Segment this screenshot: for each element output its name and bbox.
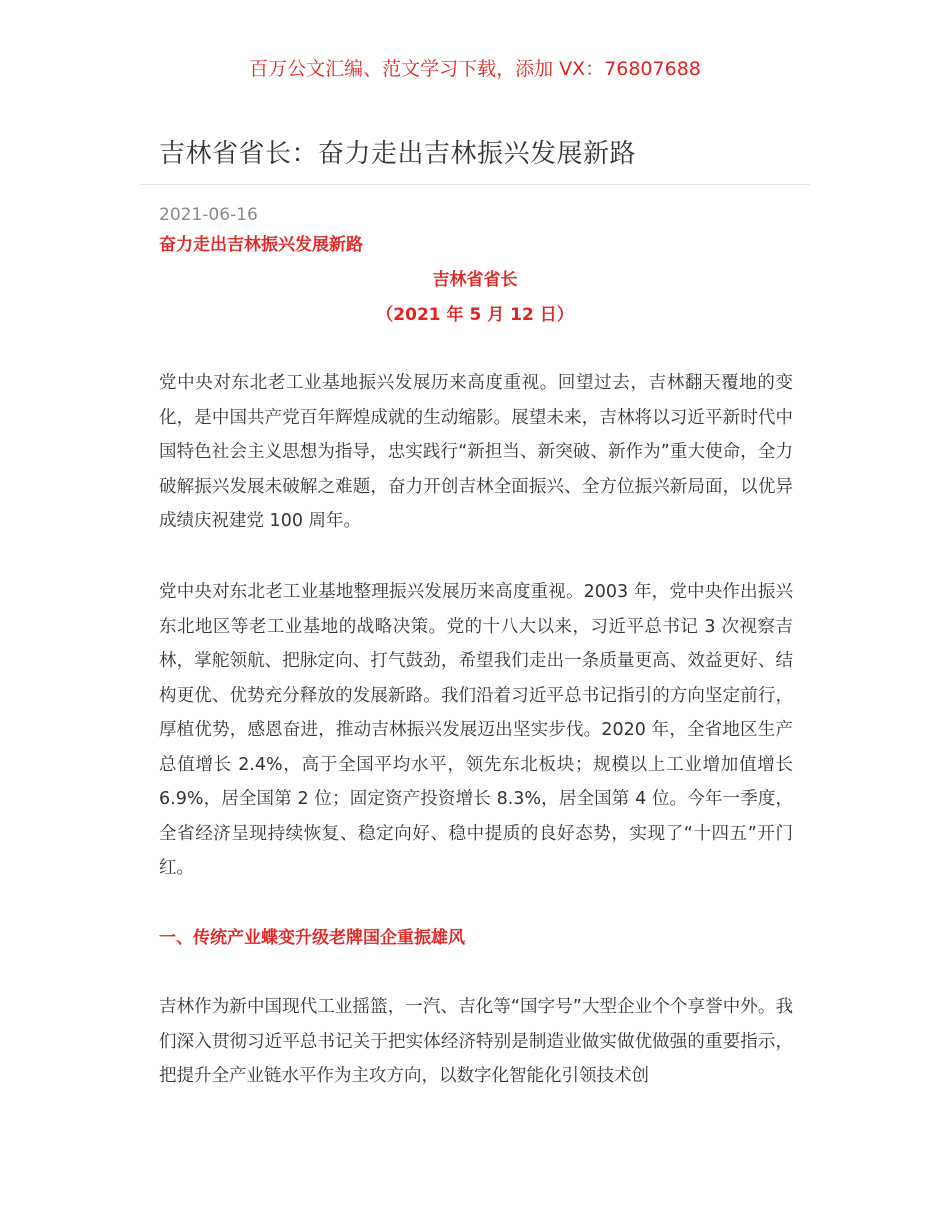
body-paragraph-1: 党中央对东北老工业基地振兴发展历来高度重视。回望过去，吉林翻天覆地的变化，是中国共产党百年辉煌成就的生动缩影。展望未来，吉林将以习近平新时代中国特色社会主义思想为指导，忠实践行“新担当、新突破、新作为”重大使命，全力破解振兴发展未破解之难题，奋力开创吉林全面振兴、全方位振兴新局面，以优异成绩庆祝建党 100 周年。 [159, 373, 793, 531]
author-line: 吉林省省长 [432, 270, 518, 290]
body-paragraph-2: 党中央对东北老工业基地整理振兴发展历来高度重视。2003 年，党中央作出振兴东北地区等老工业基地的战略决策。党的十八大以来，习近平总书记 3 次视察吉林，掌舵领航、把脉定向、打气鼓劲，希望我们走出一条质量更高、效益更好、结构更优、优势充分释放的发展新路。我们沿着习近平总书记指引的方向坚定前行，厚植优势，感恩奋进，推动吉林振兴发展迈出坚实步伐。2020 年，全省地区生产总值增长 2.4%，高于全国平均水平，领先东北板块；规模以上工业增加值增长 6.9%，居全国第 2 位；固定资产投资增长 8.3%，居全国第 4 位。今年一季度，全省经济呈现持续恢复、稳定向好、稳中提质的良好态势，实现了“十四五”开门红。 [159, 582, 793, 878]
promo-banner: 百万公文汇编、范文学习下载，添加 VX：76807688 [249, 58, 701, 80]
body-paragraph-3: 吉林作为新中国现代工业摇篮，一汽、吉化等“国字号”大型企业个个享誉中外。我们深入贯彻习近平总书记关于把实体经济特别是制造业做实做优做强的重要指示，把提升全产业链水平作为主攻方向，以数字化智能化引领技术创 [159, 997, 793, 1086]
section-heading: 一、传统产业蝶变升级老牌国企重振雄风 [159, 928, 465, 948]
publish-date: 2021-06-16 [159, 205, 258, 225]
article-title: 吉林省省长：奋力走出吉林振兴发展新路 [159, 139, 637, 169]
title-divider [140, 184, 810, 185]
speech-date: （2021 年 5 月 12 日） [376, 305, 574, 325]
article-subtitle: 奋力走出吉林振兴发展新路 [159, 235, 363, 255]
